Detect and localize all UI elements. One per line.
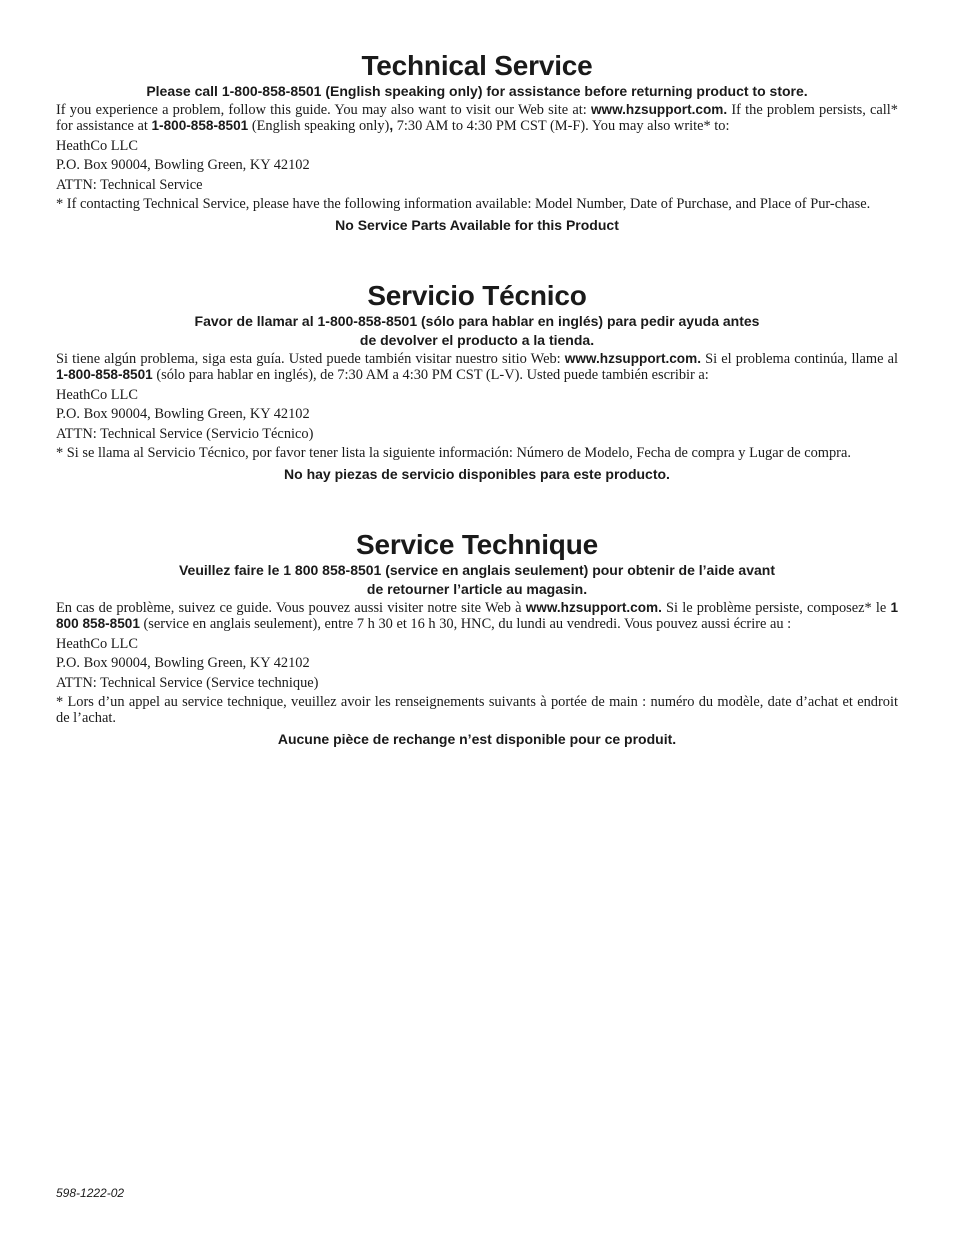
call-instruction [56,82,898,101]
call-instruction-line: Please call 1-800-858-8501 (English speaking only) for assistance before returning product to store. [146,83,808,99]
call-instruction-line: Favor de llamar al 1-800-858-8501 (sólo para hablar en inglés) para pedir ayuda antes [194,313,760,329]
support-website-link[interactable]: www.hzsupport.com. [590,102,728,117]
service-info-page [56,50,898,748]
section-title: Servicio Técnico [367,280,587,311]
address-attention: ATTN: Technical Service (Servicio Técnico) [56,425,314,442]
support-phone-number: 1 800 858-8501 [56,600,898,631]
section-spanish [56,280,898,483]
parts-notice: Aucune pièce de rechange n’est disponible pour ce produit. [277,731,677,747]
support-website-link[interactable]: www.hzsupport.com. [564,351,701,366]
address-company: HeathCo LLC [56,635,138,652]
address-po-box: P.O. Box 90004, Bowling Green, KY 42102 [56,157,310,173]
footnote: * If contacting Technical Service, please have the following information available: Model Number, Date of Purchase, and Place of Pur-chase. [56,196,871,212]
document-number: 598-1222-02 [56,1186,125,1200]
section-title: Service Technique [356,529,598,560]
support-phone-number: 1-800-858-8501 [56,367,153,382]
address-po-box: P.O. Box 90004, Bowling Green, KY 42102 [56,406,310,422]
call-instruction-line: de devolver el producto a la tienda. [359,332,595,348]
address-po-box: P.O. Box 90004, Bowling Green, KY 42102 [56,655,310,671]
footnote: * Si se llama al Servicio Técnico, por favor tener lista la siguiente información: Número de Modelo, Fecha de compra y Lugar de compra. [56,445,851,461]
intro-paragraph: En cas de problème, suivez ce guide. Vous pouvez aussi visiter notre site Web à www.hzsupport.com. Si le problème persiste, composez* le 1 800 858-8501 (service en anglais seulement), entre 7 h 30 et 16 h 30, HNC, du lundi au vendredi. Vous pouvez aussi écrire au : [56,600,898,632]
call-instruction-line: Veuillez faire le 1 800 858-8501 (service en anglais seulement) pour obtenir de l’aide avant [178,562,776,578]
address-attention: ATTN: Technical Service [56,176,203,193]
parts-notice: No Service Parts Available for this Product [335,217,619,233]
address-company: HeathCo LLC [56,137,138,154]
support-website-link[interactable]: www.hzsupport.com. [525,600,662,615]
intro-paragraph: If you experience a problem, follow this guide. You may also want to visit our Web site at: www.hzsupport.com. If the problem persists, call* for assistance at 1-800-858-8501 (English speaking only), 7:30 AM to 4:30 PM CST (M-F). You may also write* to: [56,102,898,134]
parts-notice: No hay piezas de servicio disponibles para este producto. [284,466,670,482]
call-instruction [56,561,898,599]
address-company: HeathCo LLC [56,386,138,403]
section-title: Technical Service [361,50,593,81]
call-instruction-line: de retourner l’article au magasin. [366,581,588,597]
section-english [56,50,898,234]
section-french [56,529,898,748]
address-attention: ATTN: Technical Service (Service technique) [56,674,319,691]
support-phone-number: 1-800-858-8501 [151,118,249,133]
footnote: * Lors d’un appel au service technique, veuillez avoir les renseignements suivants à portée de main : numéro du modèle, date d’achat et endroit de l’achat. [56,694,898,726]
call-instruction [56,312,898,350]
intro-paragraph: Si tiene algún problema, siga esta guía. Usted puede también visitar nuestro sitio Web: www.hzsupport.com. Si el problema continúa, llame al 1-800-858-8501 (sólo para hablar en inglés), de 7:30 AM a 4:30 PM CST (L-V). Usted puede también escribir a: [56,351,898,383]
